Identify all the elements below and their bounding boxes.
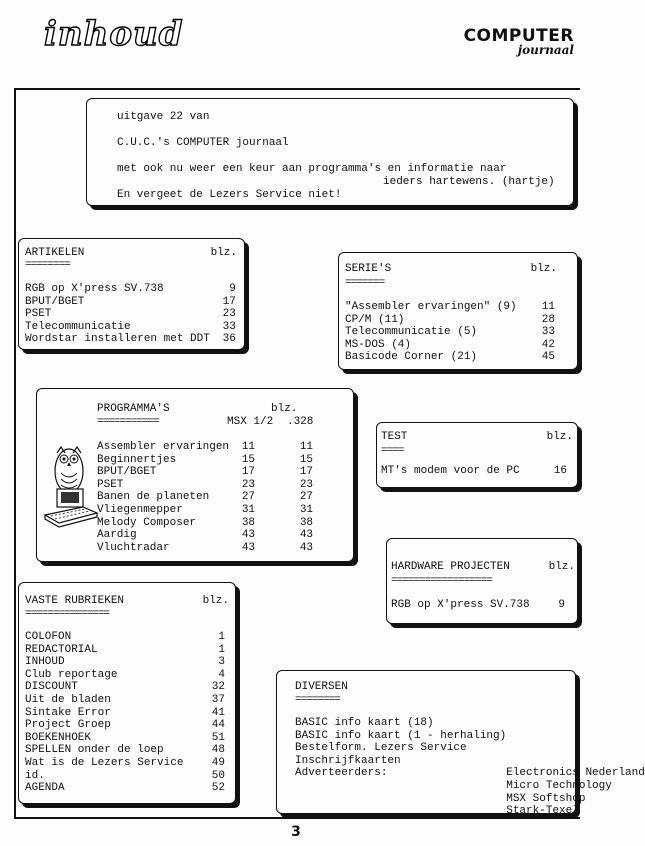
vaste-row [25,681,225,694]
test-box [376,422,578,488]
vaste-label: Club reportage [25,668,118,681]
vaste-box [18,582,236,804]
diversen-label [295,780,506,793]
series-blz: blz. [530,263,557,275]
diversen-underline: ======== [295,694,340,706]
vaste-page: 41 [211,706,225,719]
programmas-title: PROGRAMMA'S [97,403,170,415]
artikelen-page: 36 [222,333,236,346]
diversen-label: BASIC info kaart (1 - herhaling) [295,729,507,742]
diversen-row [295,805,645,818]
artikelen-label: RGB op X'press SV.738 [25,283,164,295]
vaste-underline: =============== [25,608,110,620]
vaste-row [25,719,225,732]
series-page: 42 [541,338,555,351]
programmas-label: Vluchtradar [97,541,170,554]
programmas-box [36,388,354,562]
vaste-page: 1 [218,631,225,643]
vaste-page: 44 [211,719,225,732]
vaste-row [25,757,225,770]
programmas-page-msx: 43 [241,541,256,554]
intro-line2: C.U.C.'s COMPUTER journaal [117,137,289,149]
vaste-label: COLOFON [25,631,72,643]
programmas-page-msx: 31 [241,503,256,516]
artikelen-row [25,321,236,334]
vaste-label: REDACTORIAL [25,643,98,656]
programmas-label: Banen de planeten [97,491,210,504]
series-title: SERIE'S [345,263,392,275]
programmas-row [97,441,313,454]
programmas-page-328: 15 [299,453,314,466]
vaste-row [25,732,225,745]
programmas-row [97,529,313,542]
diversen-label [295,805,506,818]
artikelen-page: 33 [222,320,236,333]
hardware-title: HARDWARE PROJECTEN [391,561,510,573]
diversen-label [295,793,506,806]
hardware-underline: ================== [391,575,492,587]
diversen-label: Adverteerders: [295,767,388,780]
programmas-page-msx: 15 [241,453,256,466]
programmas-page-328: 31 [299,503,314,516]
diversen-row [295,730,645,743]
diversen-label: Bestelform. Lezers Service [295,742,467,755]
diversen-title: DIVERSEN [295,681,348,693]
brand-top: COMPUTER [463,26,574,46]
owl-computer-icon [43,443,99,529]
programmas-row [97,517,313,530]
vaste-label: id. [25,769,45,782]
programmas-page-328: 43 [299,541,314,554]
diversen-box [276,670,645,818]
vaste-page: 50 [211,769,225,782]
series-page: 28 [541,313,555,326]
artikelen-box [18,238,245,350]
programmas-row [97,542,313,555]
vaste-row [25,694,225,707]
intro-line4: ieders hartewens. (hartje) [383,176,555,188]
diversen-row [295,755,645,768]
artikelen-row [25,296,236,309]
diversen-right [506,730,645,743]
artikelen-page: 17 [222,295,236,308]
test-title: TEST [381,431,408,443]
programmas-page-msx: 38 [241,516,256,529]
diversen-right [506,742,645,755]
series-label: MS-DOS (4) [345,338,412,351]
intro-line3: met ook nu weer een keur aan programma's en informatie naar [117,163,507,175]
vaste-label: BOEKENHOEK [25,731,92,744]
hardware-label: RGB op X'press SV.738 [391,599,530,611]
masthead-title: inhoud [44,14,184,54]
vaste-page: 3 [218,656,225,669]
vaste-page: 4 [218,668,225,681]
artikelen-label: Telecommunicatie [25,320,131,333]
hardware-box [386,538,578,624]
programmas-col2: .328 [287,416,314,428]
brand-logo [464,26,574,57]
hardware-row [391,599,565,612]
vaste-label: SPELLEN onder de loep [25,744,164,757]
series-label: "Assembler ervaringen" (9) [345,301,517,313]
series-row [345,314,555,327]
artikelen-underline: ======== [25,259,70,271]
diversen-right: Micro Technology [506,779,612,792]
intro-line1: uitgave 22 van [117,111,210,123]
header-rule [14,88,580,90]
vaste-label: AGENDA [25,782,65,795]
vaste-label: Wat is de Lezers Service [25,756,184,769]
programmas-col1: MSX 1/2 [227,416,274,428]
programmas-row [97,504,313,517]
diversen-right [506,717,645,730]
series-page: 33 [541,326,555,339]
left-rule [14,88,16,818]
programmas-page-328: 11 [299,441,314,453]
programmas-label: BPUT/BGET [97,466,157,479]
programmas-page-msx: 17 [241,466,256,479]
vaste-label: Sintake Error [25,706,111,719]
artikelen-label: BPUT/BGET [25,295,85,308]
series-underline: ======= [345,277,385,289]
programmas-page-328: 38 [299,516,314,529]
programmas-label: Assembler ervaringen [97,441,230,453]
hardware-list [391,599,565,612]
artikelen-row [25,333,236,346]
vaste-page: 52 [211,782,225,795]
diversen-row [295,767,645,780]
diversen-label: BASIC info kaart (18) [295,717,434,729]
programmas-label: Vliegenmepper [97,503,183,516]
programmas-blz: blz. [271,403,298,415]
programmas-page-328: 23 [299,478,314,491]
vaste-label: DISCOUNT [25,681,78,694]
artikelen-label: PSET [25,308,52,321]
vaste-label: INHOUD [25,656,65,669]
intro-box [86,98,574,206]
diversen-label: Inschrijfkaarten [295,754,401,767]
vaste-row [25,644,225,657]
programmas-underline: =========== [97,416,159,428]
artikelen-row [25,308,236,321]
programmas-label: Aardig [97,529,137,542]
programmas-page-msx: 27 [241,491,256,504]
artikelen-blz: blz. [210,247,237,259]
test-label: MT's modem voor de PC [381,465,520,477]
test-page: 16 [553,465,567,477]
diversen-right: Electronics Nederland [506,767,645,780]
artikelen-page: 23 [222,308,236,321]
artikelen-row [25,283,236,296]
test-list [381,465,567,478]
diversen-right [506,755,645,768]
vaste-blz: blz. [202,595,229,607]
series-page: 45 [541,351,555,364]
programmas-row [97,491,313,504]
programmas-page-msx: 43 [241,529,256,542]
vaste-page: 32 [211,681,225,694]
artikelen-page: 9 [229,283,236,295]
diversen-right: Stark-Texel [506,805,579,818]
series-list [345,301,555,364]
series-row [345,326,555,339]
programmas-label: Beginnertjes [97,453,177,466]
artikelen-list [25,283,236,346]
programmas-row [97,479,313,492]
test-underline: ==== [381,445,404,457]
programmas-page-328: 43 [299,529,314,542]
intro-line5: En vergeet de Lezers Service niet! [117,189,342,201]
vaste-row [25,770,225,783]
test-row [381,465,567,478]
diversen-row [295,717,645,730]
brand-bottom: journaal [517,43,574,57]
vaste-row [25,631,225,644]
vaste-row [25,669,225,682]
series-row [345,351,555,364]
vaste-page: 1 [218,643,225,656]
programmas-list [97,441,313,554]
artikelen-label: Wordstar installeren met DDT [25,333,210,346]
series-label: Basicode Corner (21) [345,351,478,364]
vaste-label: Project Groep [25,719,111,732]
programmas-page-msx: 23 [241,478,256,491]
artikelen-title: ARTIKELEN [25,247,85,259]
vaste-page: 51 [211,731,225,744]
vaste-page: 37 [211,693,225,706]
hardware-page: 9 [558,599,565,611]
programmas-label: Melody Composer [97,516,197,529]
diversen-list [295,717,645,818]
series-label: Telecommunicatie (5) [345,326,478,339]
vaste-page: 48 [211,744,225,757]
series-page: 11 [541,301,555,313]
series-row [345,301,555,314]
vaste-page: 49 [211,756,225,769]
series-label: CP/M (11) [345,313,405,326]
programmas-page-msx: 11 [241,441,256,453]
vaste-row [25,782,225,795]
series-box [338,252,578,370]
series-row [345,339,555,352]
programmas-row [97,454,313,467]
vaste-row [25,656,225,669]
page-number: 3 [291,824,301,840]
programmas-row [97,466,313,479]
hardware-blz: blz. [548,561,575,573]
vaste-label: Uit de bladen [25,693,111,706]
diversen-right: MSX Softshop [506,792,586,805]
vaste-title: VASTE RUBRIEKEN [25,595,125,607]
programmas-page-328: 17 [299,466,314,479]
test-blz: blz. [546,431,573,443]
diversen-row [295,742,645,755]
vaste-list [25,631,225,795]
vaste-row [25,707,225,720]
vaste-row [25,744,225,757]
diversen-row [295,780,645,793]
programmas-page-328: 27 [299,491,314,504]
programmas-label: PSET [97,478,124,491]
diversen-row [295,793,645,806]
